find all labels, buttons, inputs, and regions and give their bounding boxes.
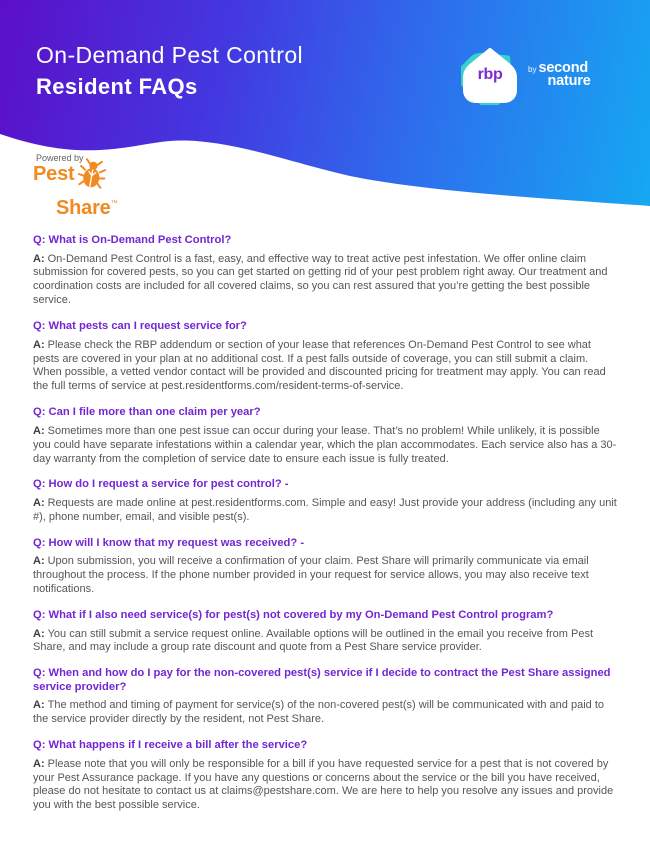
page-title-line1: On-Demand Pest Control [36, 42, 304, 68]
page-title-line2: Resident FAQs [36, 74, 198, 99]
faq-answer [33, 253, 617, 309]
faq-item [33, 320, 617, 394]
faq-answer [33, 425, 617, 467]
faq-item [33, 739, 617, 813]
faq-question: Q: When and how do I pay for the non-covered pest(s) service if I decide to contract the Pest Share assigned service provider? [33, 667, 611, 693]
faq-answer [33, 628, 617, 656]
faq-question: Q: What happens if I receive a bill after the service? [33, 739, 308, 752]
faq-question: Q: What is On-Demand Pest Control? [33, 234, 232, 246]
faq-question: Q: Can I file more than one claim per year? [33, 406, 261, 419]
rbp-house-icon [461, 45, 519, 105]
answer-prefix: A: [33, 424, 45, 437]
faq-answer [33, 555, 617, 597]
answer-prefix: A: [33, 627, 45, 640]
answer-prefix: A: [33, 496, 45, 509]
faq-list [0, 212, 650, 813]
powered-by-label: Powered by [36, 153, 84, 163]
answer-text: On-Demand Pest Control is a fast, easy, and effective way to treat active pest infestation. We offer online claim submission for covered pests, so you can get started on getting rid of your pest problem right away. Our treatment and coordination costs are included for all covered claims, so you can rest assured that you’re getting the best possible service. [33, 252, 608, 307]
answer-prefix: A: [33, 252, 45, 265]
page-title [36, 41, 303, 101]
header-banner [0, 0, 650, 219]
pestshare-wordmark-pest: Pest [33, 163, 75, 185]
second-nature-line1: second [538, 60, 589, 76]
faq-question: Q: What if I also need service(s) for pest(s) not covered by my On-Demand Pest Control program? [33, 609, 554, 621]
faq-answer [33, 758, 617, 814]
second-nature-wordmark [528, 62, 591, 88]
faq-item [33, 478, 617, 524]
answer-text: Sometimes more than one pest issue can occur during your lease. That’s no problem! While unlikely, it is possible you could have separate infestations within a calendar year, which the plan accommodates. Each service also has a 30-day warranty from the completion of service date to ensure each issue is fully treated. [33, 424, 617, 465]
answer-text: The method and timing of payment for service(s) of the non-covered pest(s) will be communicated with and paid to the service provider directly by the resident, not Pest Share. [33, 699, 604, 726]
trademark-symbol: ™ [110, 200, 118, 207]
answer-prefix: A: [33, 338, 45, 351]
rbp-second-nature-logo [461, 45, 591, 105]
faq-item [33, 406, 617, 466]
faq-item [33, 609, 617, 655]
answer-prefix: A: [33, 757, 45, 770]
faq-question: Q: What pests can I request service for? [33, 320, 247, 333]
faq-question: Q: How will I know that my request was received? - [33, 536, 305, 549]
faq-item [33, 537, 617, 597]
answer-prefix: A: [33, 555, 45, 568]
answer-text: Requests are made online at pest.residentforms.com. Simple and easy! Just provide your address (including any unit #), phone number, email, and visible pest(s). [33, 496, 617, 523]
answer-text: Please check the RBP addendum or section of your lease that references On-Demand Pest Control to see what pests are covered in your plan at no additional cost. If a pest falls outside of coverage, you can still submit a claim. When possible, a vetted vendor contact will be provided and discounted pricing for treatment may apply. You can read the full terms of service at pest.residentforms.com/resident-terms-of-service. [33, 338, 606, 393]
second-nature-line2: nature [547, 73, 591, 89]
faq-answer [33, 699, 617, 727]
pestshare-logo [33, 153, 153, 218]
pestshare-wordmark-share: Share™ [56, 197, 118, 219]
bug-icon [78, 158, 106, 195]
faq-answer [33, 339, 617, 395]
faq-item [33, 667, 617, 727]
answer-prefix: A: [33, 699, 45, 712]
answer-text: You can still submit a service request online. Available options will be outlined in the email you receive from Pest Share, and may include a group rate discount and quote from a Pest Share service provider. [33, 627, 594, 654]
faq-answer [33, 497, 617, 525]
answer-text: Please note that you will only be responsible for a bill if you have requested service for a pest that is not covered by your Pest Assurance package. If you have any questions or concerns about the service or the bill you have received, please do not hesitate to contact us at claims@pestshare.com. We are here to help you resolve any issues and provide you with the best possible service. [33, 757, 614, 812]
faq-question: Q: How do I request a service for pest control? - [33, 478, 289, 491]
rbp-wordmark: rbp [477, 66, 503, 83]
answer-text: Upon submission, you will receive a confirmation of your claim. Pest Share will primarily communicate via email throughout the process. If the phone number provided in your request for service allows, you may also receive text notifications. [33, 555, 589, 596]
by-label: by [528, 65, 537, 74]
faq-item [33, 234, 617, 308]
